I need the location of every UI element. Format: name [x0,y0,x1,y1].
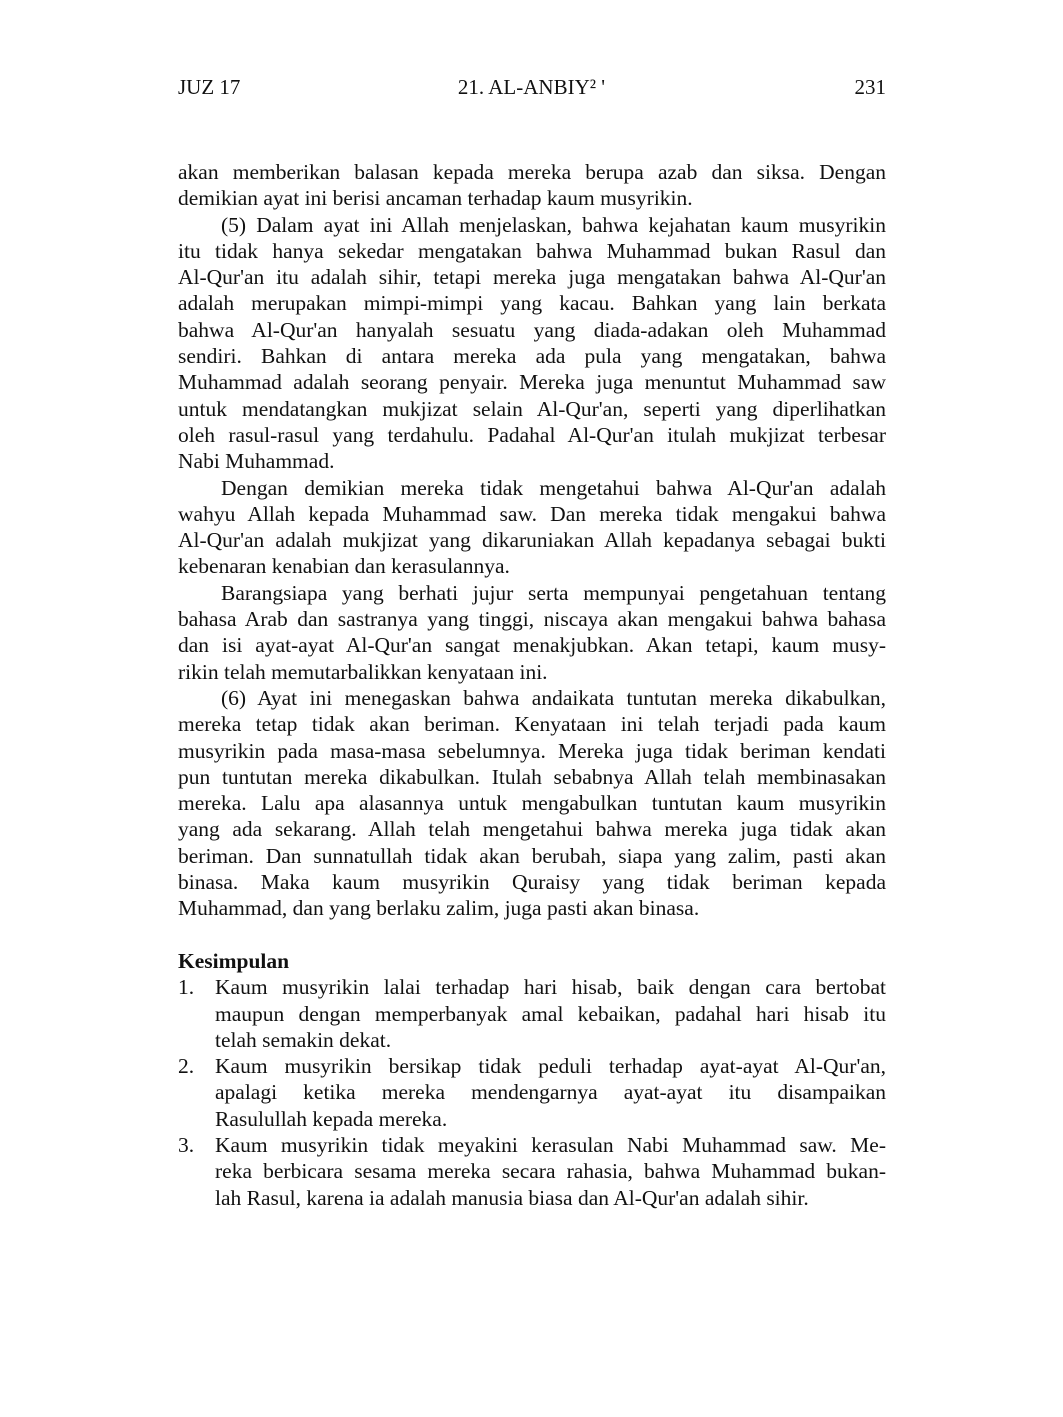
spacer [178,922,886,948]
text-line: mereka tetap tidak akan beriman. Kenyataan ini telah terjadi pada kaum [178,712,886,737]
paragraph [178,685,886,922]
text-line: reka berbicara sesama mereka secara rahasia, bahwa Muhammad bukan- [215,1159,886,1184]
paragraph [178,580,886,685]
text-line: rikin telah memutarbalikkan kenyataan ini. [178,659,548,684]
text-line: beriman. Dan sunnatullah tidak akan berubah, siapa yang zalim, pasti akan [178,843,886,868]
text-line: musyrikin pada masa-masa sebelumnya. Mereka juga tidak beriman kendati [178,738,886,763]
text-line: Kaum musyrikin tidak meyakini kerasulan Nabi Muhammad saw. Me- [215,1132,886,1157]
text-line: (5) Dalam ayat ini Allah menjelaskan, bahwa kejahatan kaum musyrikin [221,212,886,237]
running-header-juz: JUZ 17 [178,75,241,99]
text-line: apalagi ketika mereka mendengarnya ayat-ayat itu disampaikan [215,1080,886,1105]
text-line: lah Rasul, karena ia adalah manusia biasa dan Al-Qur'an adalah sihir. [215,1185,809,1210]
page-number: 231 [854,75,886,99]
text-line: mereka. Lalu apa alasannya untuk mengabulkan tuntutan kaum musyrikin [178,791,886,816]
text-line: telah semakin dekat. [215,1027,392,1052]
text-line: Kaum musyrikin lalai terhadap hari hisab, baik dengan cara bertobat [215,975,886,1000]
text-line: oleh rasul-rasul yang terdahulu. Padahal Al-Qur'an itulah mukjizat terbesar [178,422,886,447]
text-line: maupun dengan memperbanyak amal kebaikan, padahal hari hisab itu [215,1001,886,1026]
paragraph [178,475,886,580]
running-header-surah: 21. AL-ANBIY² ' [457,75,606,99]
text-line: kebenaran kenabian dan kerasulannya. [178,554,510,579]
list-number: 1. [178,975,195,1000]
text-line: Muhammad adalah seorang penyair. Mereka juga menuntut Muhammad saw [178,370,886,395]
text-line: dan isi ayat-ayat Al-Qur'an sangat menakjubkan. Akan tetapi, kaum musy- [178,633,886,658]
list-number: 2. [178,1054,195,1079]
list-item [178,1132,886,1211]
list-item [178,1053,886,1132]
text-line: Dengan demikian mereka tidak mengetahui bahwa Al-Qur'an adalah [221,475,886,500]
text-line: akan memberikan balasan kepada mereka berupa azab dan siksa. Dengan [178,160,886,184]
text-line: bahasa Arab dan sastranya yang tinggi, niscaya akan mengakui bahwa bahasa [178,607,886,632]
text-line: bahwa Al-Qur'an hanyalah sesuatu yang diada-adakan oleh Muhammad [178,317,886,342]
text-line: wahyu Allah kepada Muhammad saw. Dan mereka tidak mengakui bahwa [178,501,886,526]
text-line: Al-Qur'an itu adalah sihir, tetapi mereka juga mengatakan bahwa Al-Qur'an [178,265,886,290]
text-line: demikian ayat ini berisi ancaman terhadap kaum musyrikin. [178,186,693,211]
text-line: (6) Ayat ini menegaskan bahwa andaikata tuntutan mereka dikabulkan, [221,685,886,710]
text-line: binasa. Maka kaum musyrikin Quraisy yang tidak beriman kepada [178,870,886,895]
text-line: Nabi Muhammad. [178,449,335,474]
list-item [178,974,886,1053]
text-line: Barangsiapa yang berhati jujur serta mempunyai pengetahuan tentang [221,580,886,605]
text-line: Muhammad, dan yang berlaku zalim, juga pasti akan binasa. [178,896,700,921]
text-line: yang ada sekarang. Allah telah mengetahui bahwa mereka juga tidak akan [178,817,886,842]
paragraph [178,159,886,212]
conclusion-list [178,974,886,1211]
section-heading: Kesimpulan [178,948,290,973]
text-line: Rasulullah kepada mereka. [215,1106,448,1131]
text-line: sendiri. Bahkan di antara mereka ada pula yang mengatakan, bahwa [178,344,886,369]
body-text [178,159,886,1211]
text-line: itu tidak hanya sekedar mengatakan bahwa Muhammad bukan Rasul dan [178,238,886,263]
paragraph [178,212,886,475]
text-line: Kaum musyrikin bersikap tidak peduli terhadap ayat-ayat Al-Qur'an, [215,1054,886,1079]
text-line: adalah merupakan mimpi-mimpi yang kacau. Bahkan yang lain berkata [178,291,886,316]
text-line: pun tuntutan mereka dikabulkan. Itulah sebabnya Allah telah membinasakan [178,764,886,789]
text-line: Al-Qur'an adalah mukjizat yang dikaruniakan Allah kepadanya sebagai bukti [178,528,886,553]
list-number: 3. [178,1132,195,1157]
text-line: untuk mendatangkan mukjizat selain Al-Qur'an, seperti yang diperlihatkan [178,396,886,421]
